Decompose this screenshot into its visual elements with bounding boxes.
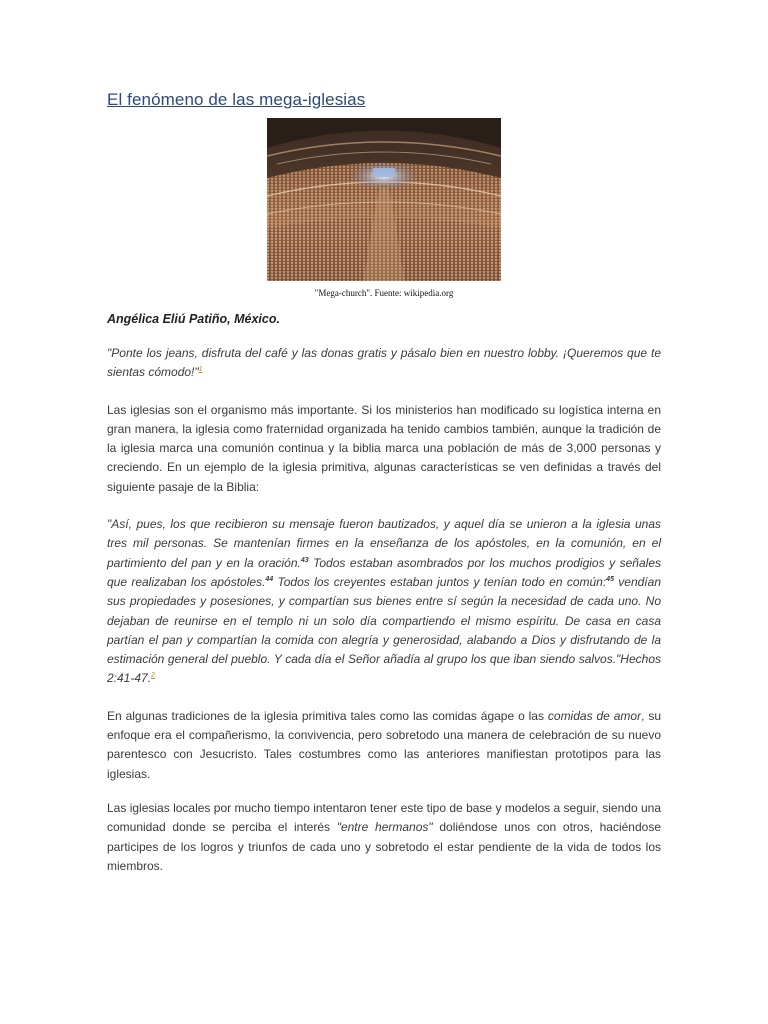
bible-quote-part4: vendían sus propiedades y posesiones, y compartían sus bienes entre sí según la necesidad de cada uno. No dejaban de reunirse en el templo ni un solo día compartiendo el mismo espíritu. De casa en casa partían el pan y compartían la comida con alegría y generosidad, alabando a Dios y disfrutando de la estimación general del pueblo. Y cada día el Señor añadía al grupo los que iban siendo salvos."Hechos 2:41-47. [107,574,661,686]
paragraph-2-emphasis: comidas de amor [547,708,642,723]
bible-quote-part2: Todos estaban asombrados por los muchos prodigios y señales que realizaban los apóstoles. [107,555,661,589]
opening-quote [107,344,661,383]
paragraph-3-before: Las iglesias locales por mucho tiempo intentaron tener este tipo de base y modelos a seguir, siendo una comunidad donde se perciba el interés [107,800,661,835]
paragraph-1: Las iglesias son el organismo más importante. Si los ministerios han modificado su logística interna en gran manera, la iglesia como fraternidad organizada ha tenido cambios también, aunque la tradición de la iglesia marca una comunión continua y la biblia marca una población de más de 3,000 personas y creciendo. En un ejemplo de la iglesia primitiva, algunas características se ven definidas a través del siguiente pasaje de la Biblia: [107,402,661,494]
article-title[interactable]: El fenómeno de las mega-iglesias [107,90,366,109]
paragraph-3-emphasis: "entre hermanos" [336,820,433,835]
article [107,90,661,876]
verse-number-45: 45 [606,575,614,583]
bible-quote [107,515,661,689]
author-line: Angélica Eliú Patiño, México. [107,312,280,326]
figure [107,118,661,298]
bible-quote-part3: Todos los creyentes estaban juntos y tenían todo en común: [273,574,607,589]
paragraph-2-before: En algunas tradiciones de la iglesia primitiva tales como las comidas ágape o las [107,708,548,723]
bible-quote-part1: "Así, pues, los que recibieron su mensaje fueron bautizados, y aquel día se unieron a la iglesia unas tres mil personas. Se mantenían firmes en la enseñanza de los apóstoles, en la comunión, en el partimiento del pan y en la oración. [107,517,661,570]
verse-number-43: 43 [300,556,309,564]
verse-number-44: 44 [265,575,274,583]
paragraph-3-after: doliéndose unos con otros, haciéndose participes de los logros y triunfos de cada uno y sobretodo el estar pendiente de la vida de todos los miembros. [107,820,662,873]
megachurch-photo [267,118,501,281]
image-caption: "Mega-church". Fuente: wikipedia.org [314,288,454,298]
footnote-link-2[interactable]: 2 [151,672,155,680]
footnote-link-1[interactable]: 1 [198,366,203,374]
paragraph-2 [107,707,661,784]
opening-quote-text: "Ponte los jeans, disfruta del café y las donas gratis y pásalo bien en nuestro lobby. ¡Queremos que te sientas cómodo!" [107,346,661,380]
paragraph-2-after: , su enfoque era el compañerismo, la convivencia, pero sobretodo una manera de celebración de su nuevo parentesco con Jesucristo. Tales costumbres como las anteriores manifiestan prototipos para las iglesias. [107,708,661,781]
paragraph-3 [107,799,661,876]
